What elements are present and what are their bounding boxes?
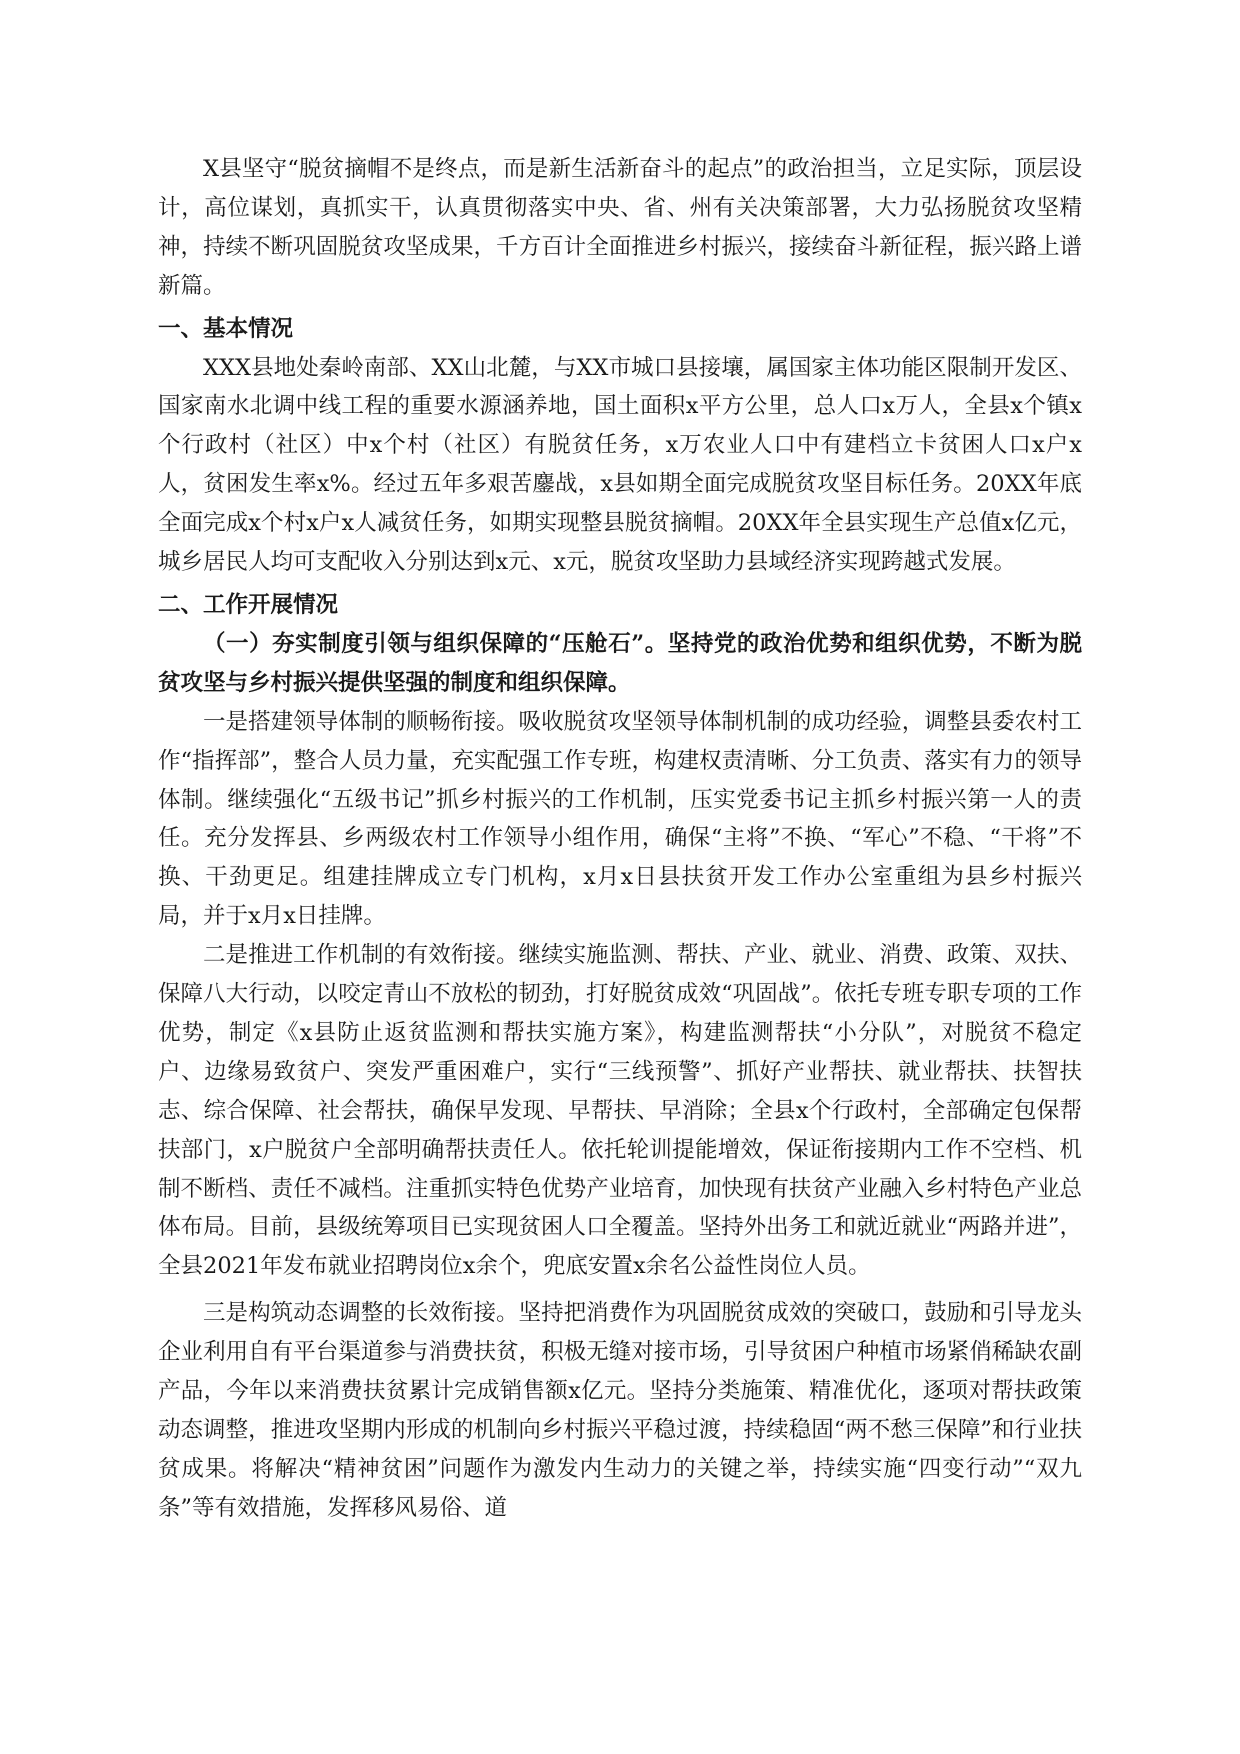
work-paragraph-2: 二是推进工作机制的有效衔接。继续实施监测、帮扶、产业、就业、消费、政策、双扶、保障八大行动，以咬定青山不放松的韧劲，打好脱贫成效“巩固战”。依托专班专职专项的工作优势，制定《x县防止返贫监测和帮扶实施方案》，构建监测帮扶“小分队”，对脱贫不稳定户、边缘易致贫户、突发严重困难户，实行“三线预警”、抓好产业帮扶、就业帮扶、扶智扶志、综合保障、社会帮扶，确保早发现、早帮扶、早消除；全县x个行政村，全部确定包保帮扶部门，x户脱贫户全部明确帮扶责任人。依托轮训提能增效，保证衔接期内工作不空档、机制不断档、责任不减档。注重抓实特色优势产业培育，加快现有扶贫产业融入乡村特色产业总体布局。目前，县级统筹项目已实现贫困人口全覆盖。坚持外出务工和就近就业“两路并进”，全县2021年发布就业招聘岗位x余个，兜底安置x余名公益性岗位人员。 xyxy=(158,942,1082,1280)
work-paragraph-1: 一是搭建领导体制的顺畅衔接。吸收脱贫攻坚领导体制机制的成功经验，调整县委农村工作“指挥部”，整合人员力量，充实配强工作专班，构建权责清晰、分工负责、落实有力的领导体制。继续强化“五级书记”抓乡村振兴的工作机制，压实党委书记主抓乡村振兴第一人的责任。充分发挥县、乡两级农村工作领导小组作用，确保“主将”不换、“军心”不稳、“干将”不换、干劲更足。组建挂牌成立专门机构，x月x日县扶贫开发工作办公室重组为县乡村振兴局，并于x月x日挂牌。 xyxy=(158,708,1082,930)
intro-paragraph: X县坚守“脱贫摘帽不是终点，而是新生活新奋斗的起点”的政治担当，立足实际，顶层设计，高位谋划，真抓实干，认真贯彻落实中央、省、州有关决策部署，大力弘扬脱贫攻坚精神，持续不断巩固脱贫攻坚成果，千方百计全面推进乡村振兴，接续奋斗新征程，振兴路上谱新篇。 xyxy=(158,156,1082,299)
subsection-heading-1: （一）夯实制度引领与组织保障的“压舱石”。坚持党的政治优势和组织优势，不断为脱贫攻坚与乡村振兴提供坚强的制度和组织保障。 xyxy=(158,630,1082,696)
section-heading-basic-situation: 一、基本情况 xyxy=(158,315,294,342)
document-body xyxy=(158,150,1082,1528)
work-paragraph-3: 三是构筑动态调整的长效衔接。坚持把消费作为巩固脱贫成效的突破口，鼓励和引导龙头企业利用自有平台渠道参与消费扶贫，积极无缝对接市场，引导贫困户种植市场紧俏稀缺农副产品，今年以来消费扶贫累计完成销售额x亿元。坚持分类施策、精准优化，逐项对帮扶政策动态调整，推进攻坚期内形成的机制向乡村振兴平稳过渡，持续稳固“两不愁三保障”和行业扶贫成果。将解决“精神贫困”问题作为激发内生动力的关键之举，持续实施“四变行动”“双九条”等有效措施，发挥移风易俗、道 xyxy=(158,1300,1082,1521)
basic-situation-paragraph: XXX县地处秦岭南部、XX山北麓，与XX市城口县接壤，属国家主体功能区限制开发区、国家南水北调中线工程的重要水源涵养地，国土面积x平方公里，总人口x万人，全县x个镇x个行政村（社区）中x个村（社区）有脱贫任务，x万农业人口中有建档立卡贫困人口x户x人，贫困发生率x%。经过五年多艰苦鏖战，x县如期全面完成脱贫攻坚目标任务。20XX年底全面完成x个村x户x人减贫任务，如期实现整县脱贫摘帽。20XX年全县实现生产总值x亿元，城乡居民人均可支配收入分别达到x元、x元，脱贫攻坚助力县域经济实现跨越式发展。 xyxy=(158,354,1082,576)
section-heading-work-progress: 二、工作开展情况 xyxy=(158,591,339,618)
